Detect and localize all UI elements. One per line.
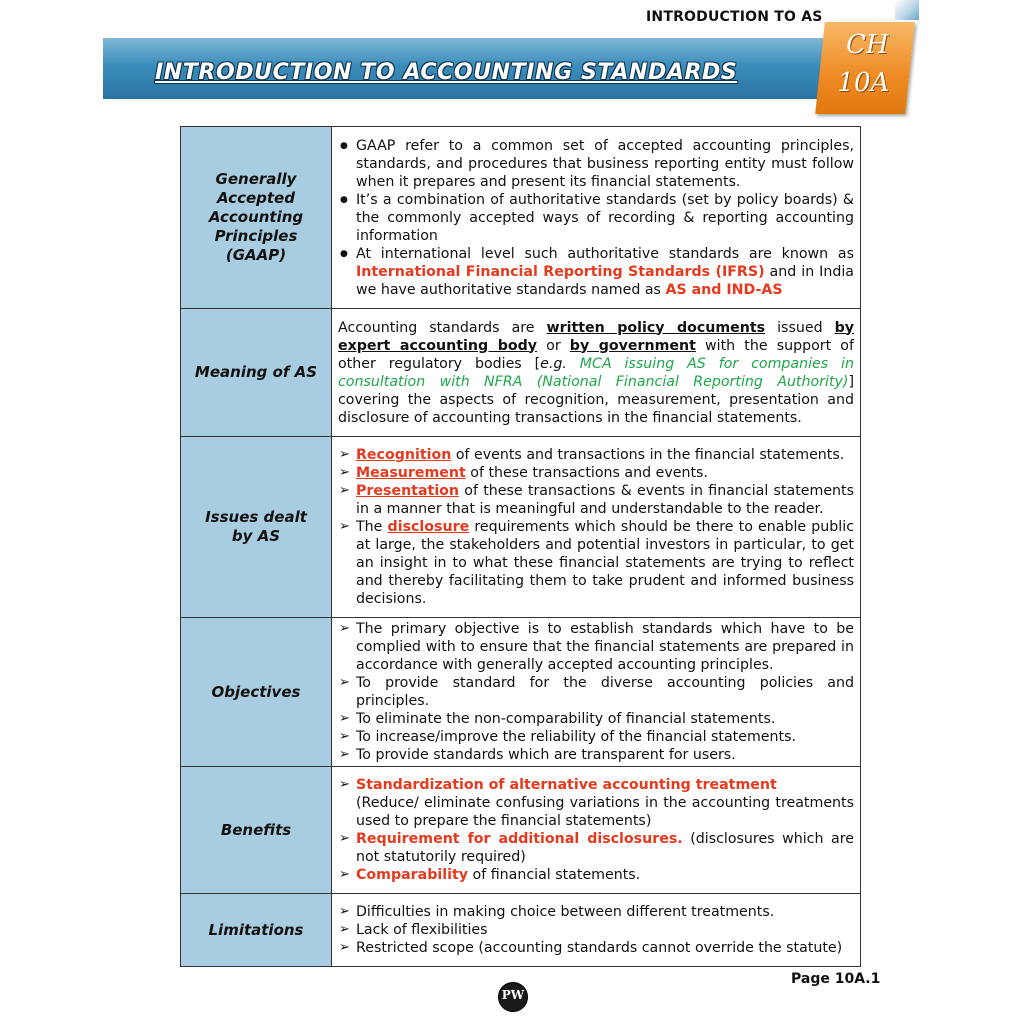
list-item: ● At international level such authoritative standards are known as International Financial Reporting Standards (IFRS) and in India we have authoritative standards named as AS and IND-AS (338, 245, 854, 299)
table-row (181, 894, 861, 967)
row-content-issues (332, 437, 861, 618)
chapter-title: INTRODUCTION TO ACCOUNTING STANDARDS (155, 60, 738, 85)
list-item: ➢ Measurement of these transactions and events. (338, 464, 854, 482)
row-label-meaning: Meaning of AS (181, 309, 332, 437)
chapter-badge (815, 22, 915, 114)
chapter-badge-number: 10A (837, 68, 890, 98)
as-ind-as-highlight: AS and IND-AS (665, 281, 783, 298)
list-item: ➢ Standardization of alternative accounting treatment (Reduce/ eliminate confusing variations in the accounting treatments used to prepare the financial statements) (338, 776, 854, 830)
pw-logo-icon (498, 982, 528, 1012)
list-item: ➢ Difficulties in making choice between different treatments. (338, 903, 854, 921)
list-item: ➢ Presentation of these transactions & events in financial statements in a manner that is meaningful and understandable to the reader. (338, 482, 854, 518)
list-item: ➢ Comparability of financial statements. (338, 866, 854, 884)
list-item: ● GAAP refer to a common set of accepted accounting principles, standards, and procedures that business reporting entity must follow when it prepares and present its financial statements. (338, 137, 854, 191)
list-item: ➢ Restricted scope (accounting standards cannot override the statute) (338, 939, 854, 957)
table-row (181, 309, 861, 437)
row-label-issues: Issues dealt by AS (181, 437, 332, 618)
example-note: MCA issuing AS for companies in consultation with NFRA (National Financial Reporting Authority) (338, 355, 854, 390)
page-number: Page 10A.1 (791, 971, 881, 987)
list-item: ➢ Lack of flexibilities (338, 921, 854, 939)
list-item: ➢ To provide standards which are transparent for users. (338, 746, 854, 764)
list-item: ➢ The disclosure requirements which should be there to enable public at large, the stakeholders and potential investors in particular, to get an insight in to what these financial statements are trying to reflect and thereby facilitating them to take prudent and informed business decisions. (338, 518, 854, 608)
row-label-limitations: Limitations (181, 894, 332, 967)
chapter-badge-ch: CH (846, 30, 889, 60)
list-item: ➢ To eliminate the non-comparability of financial statements. (338, 710, 854, 728)
running-header: INTRODUCTION TO AS (646, 9, 823, 25)
list-item: ➢ To provide standard for the diverse accounting policies and principles. (338, 674, 854, 710)
row-label-objectives: Objectives (181, 618, 332, 767)
ifrs-highlight: International Financial Reporting Standards (IFRS) (356, 263, 765, 280)
banner-corner-decoration (895, 0, 919, 20)
row-content-gaap (332, 127, 861, 309)
list-item: ➢ Requirement for additional disclosures. (disclosures which are not statutorily required) (338, 830, 854, 866)
row-content-objectives (332, 618, 861, 767)
list-item: ➢ The primary objective is to establish standards which have to be complied with to ensure that the financial statements are prepared in accordance with generally accepted accounting principles. (338, 620, 854, 674)
logo-text: PW (501, 988, 525, 1002)
row-content-limitations (332, 894, 861, 967)
list-item: ● It’s a combination of authoritative standards (set by policy boards) & the commonly accepted ways of recording & reporting accounting information (338, 191, 854, 245)
row-label-gaap: Generally Accepted Accounting Principles (GAAP) (181, 127, 332, 309)
as-summary-table (180, 126, 861, 967)
row-content-benefits (332, 767, 861, 894)
list-item: ➢ Recognition of events and transactions in the financial statements. (338, 446, 854, 464)
table-row (181, 767, 861, 894)
table-row (181, 618, 861, 767)
row-content-meaning: Accounting standards are written policy documents issued by expert accounting body or by government with the support of other regulatory bodies [e.g. MCA issuing AS for companies in consultation with NFRA (National Financial Reporting Authority)] covering the aspects of recognition, measurement, presentation and disclosure of accounting transactions in the financial statements. (332, 309, 861, 437)
list-item: ➢ To increase/improve the reliability of the financial statements. (338, 728, 854, 746)
table-row (181, 437, 861, 618)
table-row (181, 127, 861, 309)
row-label-benefits: Benefits (181, 767, 332, 894)
